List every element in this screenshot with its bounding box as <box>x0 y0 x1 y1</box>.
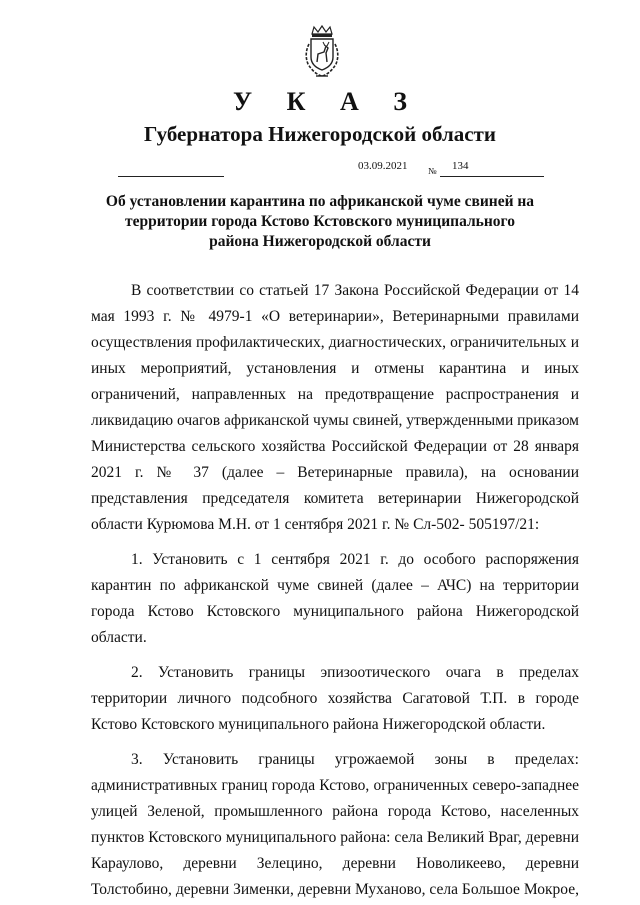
signature-date-line <box>118 176 224 177</box>
decree-title: У К А З <box>233 87 421 116</box>
decree-number: 134 <box>452 160 469 172</box>
decree-body <box>91 278 579 903</box>
subject-line: территории города Кстово Кстовского муниципального <box>125 213 515 230</box>
item-2-paragraph: 2. Установить границы эпизоотического очага в пределах территории личного подсобного хозяйства Сагатовой Т.П. в городе Кстово Кстовского муниципального района Нижегородской области. <box>91 664 579 733</box>
subject-line: Об установлении карантина по африканской чуме свиней на <box>105 193 535 210</box>
decree-subject <box>100 192 540 252</box>
number-line <box>440 176 544 177</box>
decree-issuer: Губернатора Нижегородской области <box>144 122 496 146</box>
number-sign: № <box>428 166 437 176</box>
subject-line: района Нижегородской области <box>209 233 431 250</box>
item-1-paragraph: 1. Установить с 1 сентября 2021 г. до особого распоряжения карантин по африканской чуме свиней (далее – АЧС) на территории города Кстово Кстовского муниципального района Нижегородской области. <box>91 551 579 646</box>
item-3-paragraph: 3. Установить границы угрожаемой зоны в пределах: административных границ города Кстово, ограниченных северо-западнее улицей Зеленой, промышленного района города Кстово, населенных пунктов Кстовского муниципального района: села Великий Враг, деревни Караулово, деревни Зелецино, деревни Новоликеево, деревни Толстобино, деревни Зименки, деревни Муханово, села Большое Мокрое, <box>91 751 579 898</box>
preamble-paragraph: В соответствии со статьей 17 Закона Российской Федерации от 14 мая 1993 г. № 4979-1 «О ветеринарии», Ветеринарными правилами осуществления профилактических, диагностических, ограничительных и иных мероприятий, установления и отмены карантина и иных ограничений, направленных на предотвращение распространения и ликвидацию очагов африканской чумы свиней, утвержденными приказом Министерства сельского хозяйства Российской Федерации от 28 января 2021 г. № 37 (далее – Ветеринарные правила), на основании представления председателя комитета ветеринарии Нижегородской области Курюмова М.Н. от 1 сентября 2021 г. № Сл-502- 505197/21: <box>91 282 579 533</box>
coat-of-arms-icon <box>302 24 342 80</box>
decree-date: 03.09.2021 <box>358 160 408 172</box>
